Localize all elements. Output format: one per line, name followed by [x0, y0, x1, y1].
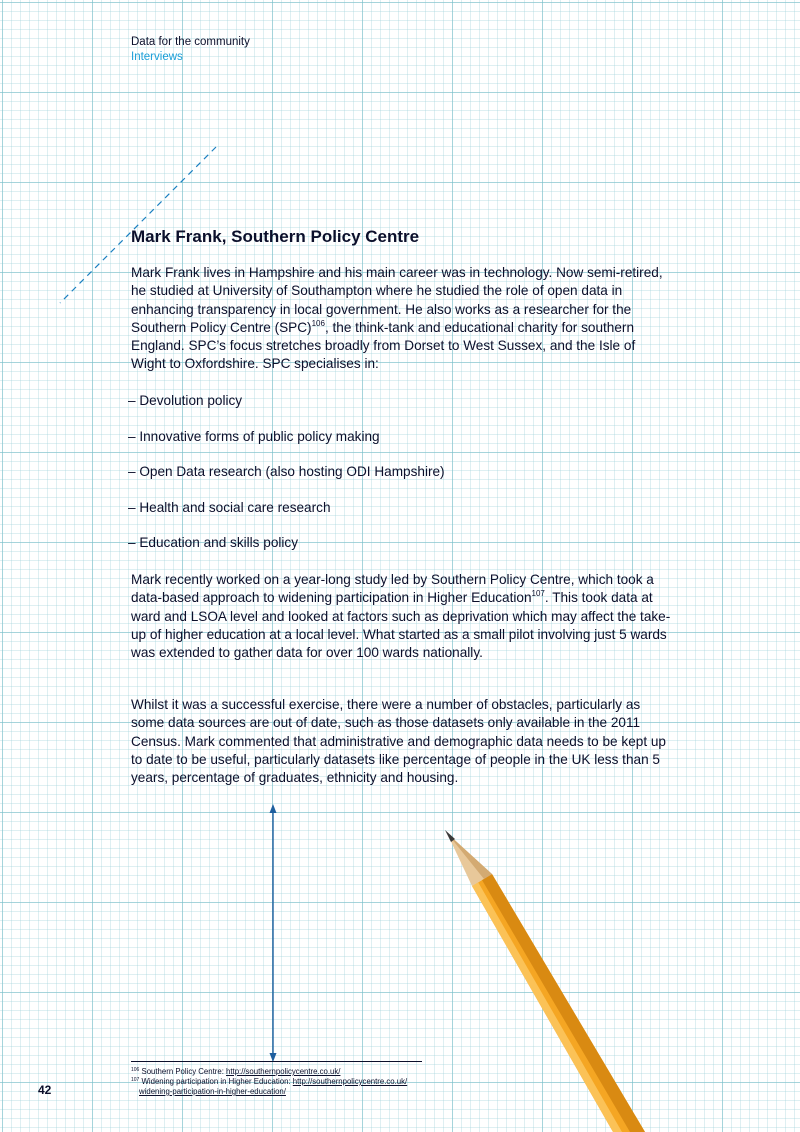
- list-item: – Health and social care research: [128, 499, 331, 515]
- specialisms-list: [128, 392, 445, 570]
- footnote-107: $^{107}$ Widening participation in Higher Education: http://southernpolicycentre.co.uk/: [131, 1077, 408, 1086]
- obstacles-paragraph: Whilst it was a successful exercise, there were a number of obstacles, particularly as some data sources are out of date, such as those datasets only available in the 2011 Census. Mark commented that administrative and demographic data needs to be kept up to date to be useful, particularly datasets like percentage of people in the UK less than 5 years, percentage of graduates, ethnicity and housing.: [131, 697, 666, 786]
- subsection-title: Interviews: [131, 51, 183, 63]
- footnote-divider: [131, 1061, 422, 1062]
- intro-paragraph: Mark Frank lives in Hampshire and his main career was in technology. Now semi-retired, he studied at University of Southampton where he studied the role of open data in enhancing transparency in local government. He also works as a researcher for the Southern Policy Centre (SPC)$^{106}$, the think-tank and educational charity for southern England. SPC’s focus stretches broadly from Dorset to West Sussex, and the Isle of Wight to Oxfordshire. SPC specialises in:: [131, 265, 663, 372]
- study-paragraph: Mark recently worked on a year-long study led by Southern Policy Centre, which took a data-based approach to widening participation in Higher Education$^{107}$. This took data at ward and LSOA level and looked at factors such as deprivation which may affect the take-up of higher education at a local level. What started as a small pilot involving just 5 wards was extended to gather data for over 100 wards nationally.: [131, 572, 671, 661]
- pencil-icon: [445, 830, 645, 1132]
- footnote-ref-107[interactable]: 107: [531, 589, 545, 599]
- footnote-link[interactable]: http://southernpolicycentre.co.uk/: [292, 1077, 408, 1086]
- footnote-link[interactable]: http://southernpolicycentre.co.uk/: [226, 1067, 341, 1076]
- page-number: 42: [38, 1083, 52, 1097]
- footnote-link[interactable]: widening-participation-in-higher-education/: [139, 1087, 286, 1096]
- section-title: Data for the community: [131, 36, 250, 48]
- list-item: – Devolution policy: [128, 393, 243, 408]
- list-item: – Open Data research (also hosting ODI Hampshire): [128, 464, 445, 480]
- article-title: Mark Frank, Southern Policy Centre: [131, 227, 420, 246]
- list-item: – Education and skills policy: [128, 535, 299, 551]
- footnote-ref-106[interactable]: 106: [311, 318, 325, 328]
- list-item: – Innovative forms of public policy making: [128, 428, 380, 444]
- footnotes: [131, 1067, 407, 1097]
- measurement-arrow-icon: [270, 804, 277, 1062]
- footnote-106: $^{106}$ Southern Policy Centre: http://southernpolicycentre.co.uk/: [131, 1067, 341, 1076]
- footnote-107-continued: [131, 1087, 407, 1097]
